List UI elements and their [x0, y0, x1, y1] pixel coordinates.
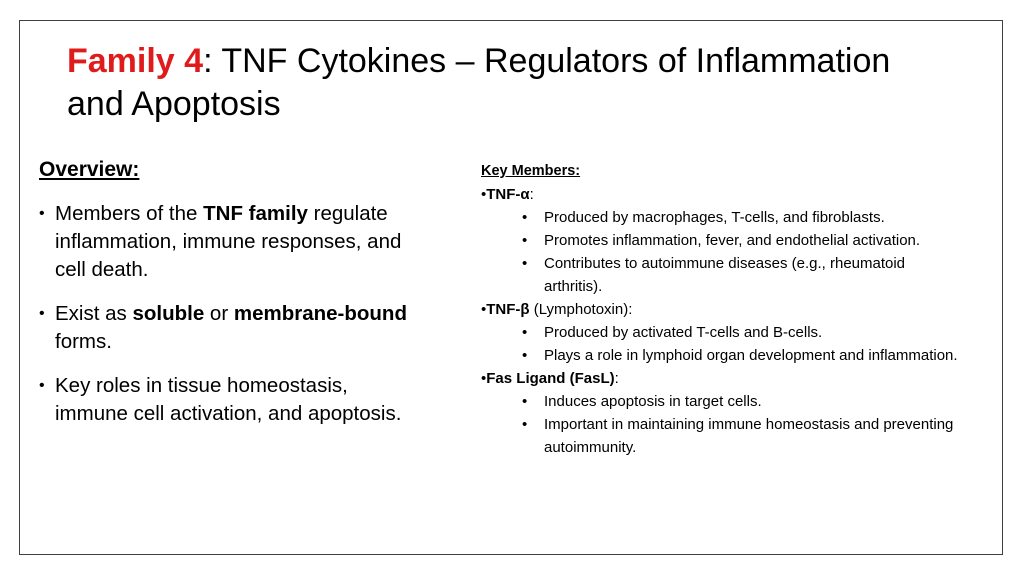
overview-item: • Members of the TNF family regulate inflammation, immune responses, and cell death. [39, 202, 402, 281]
overview-item: • Exist as soluble or membrane-bound forms. [39, 302, 407, 353]
overview-heading: Overview: [39, 158, 140, 181]
bullet-icon: • [522, 416, 528, 433]
bullet-icon: • [39, 205, 45, 222]
member-point: • Promotes inflammation, fever, and endothelial activation. [481, 229, 961, 252]
member-point: • Contributes to autoimmune diseases (e.g., rheumatoid arthritis). [481, 252, 961, 298]
bullet-icon: • [39, 305, 45, 322]
key-members-section [481, 160, 961, 459]
bullet-icon: • [522, 347, 528, 364]
member-fas-ligand: •Fas Ligand (FasL): [481, 370, 619, 387]
member-point: • Produced by macrophages, T-cells, and fibroblasts. [481, 206, 961, 229]
bullet-icon: • [522, 255, 528, 272]
member-point: • Plays a role in lymphoid organ development and inflammation. [481, 344, 961, 367]
overview-list [39, 200, 419, 444]
bullet-icon: • [522, 393, 528, 410]
member-point: • Induces apoptosis in target cells. [481, 390, 961, 413]
bullet-icon: • [522, 209, 528, 226]
slide-title [67, 40, 947, 126]
member-tnf-alpha: •TNF-α: [481, 186, 534, 203]
member-point: • Produced by activated T-cells and B-cells. [481, 321, 961, 344]
title-text: : TNF Cytokines – Regulators of Inflammation and Apoptosis [67, 42, 891, 123]
member-tnf-beta: •TNF-β (Lymphotoxin): [481, 301, 633, 318]
bullet-icon: • [522, 232, 528, 249]
member-point: • Important in maintaining immune homeostasis and preventing autoimmunity. [481, 413, 961, 459]
bullet-icon: • [522, 324, 528, 341]
bullet-icon: • [39, 377, 45, 394]
title-family-label: Family 4 [67, 42, 204, 80]
overview-item: • Key roles in tissue homeostasis, immune cell activation, and apoptosis. [39, 374, 402, 425]
key-members-heading: Key Members: [481, 163, 581, 179]
